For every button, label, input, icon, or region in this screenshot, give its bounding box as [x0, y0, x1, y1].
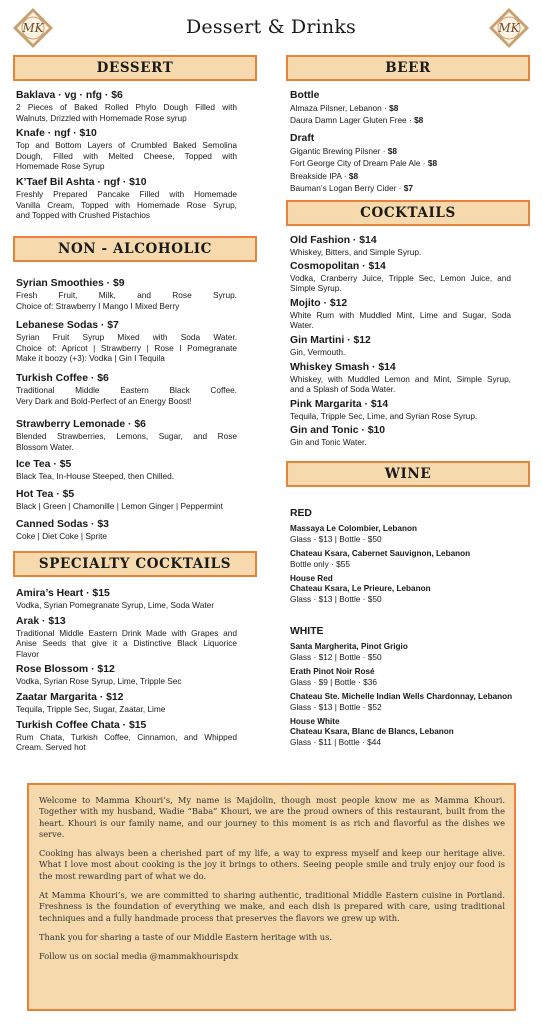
menu-item	[290, 334, 511, 358]
wine-price: Bottle only · $55	[290, 559, 350, 570]
beer-name: Daura Damn Lager Gluten Free ·	[290, 115, 415, 126]
menu-item-title: Turkish Coffee Chata · $15	[16, 719, 147, 731]
menu-item-title: Hot Tea · $5	[16, 488, 75, 500]
menu-item-description: Vodka, Cranberry Juice, Tripple Sec, Lemon Juice, and	[290, 272, 511, 283]
beer-name: Gigantic Brewing Pilsner ·	[290, 145, 388, 156]
beer-price: $8	[414, 115, 424, 126]
beer-group	[290, 132, 520, 195]
cocktails-list	[290, 234, 511, 448]
menu-item	[290, 297, 511, 331]
welcome-paragraph: Thank you for sharing a taste of our Middle Eastern heritage with us.	[39, 931, 333, 942]
specialty-cocktails-heading: SPECIALTY COCKTAILS	[13, 551, 257, 577]
welcome-paragraph: Welcome to Mamma Khouri’s, My name is Majdolin, though most people know me as Mamma Khouri. Together with my husband, Wadie “Baba” Khouri, we are the proud owners of this restaurant, built from the heart. Khouri is our family name, and our journey to this moment is as rich and flavorful as the dishes we serve.	[39, 795, 505, 839]
menu-item-description: Homemade Rose Syrup	[16, 161, 105, 172]
beer-name: Almaza Pilsner, Lebanon ·	[290, 103, 390, 113]
beer-price: $8	[348, 170, 359, 181]
menu-item-description: Top and Bottom Layers of Crumbled Baked Semolina	[16, 140, 237, 151]
menu-item-description: 2 Pieces of Baked Rolled Phylo Dough Filled with	[16, 102, 237, 112]
menu-item	[16, 615, 237, 660]
menu-item-title: Gin and Tonic · $10	[290, 425, 386, 437]
menu-item-description: Dough, Filled with Melted Cheese, Topped with	[16, 150, 237, 161]
menu-item	[290, 234, 511, 258]
menu-item-title: Ice Tea · $5	[16, 459, 72, 471]
menu-item	[16, 691, 237, 715]
wine-entry	[290, 717, 530, 748]
cocktails-heading: COCKTAILS	[286, 200, 530, 226]
menu-item-description: Tequila, Tripple Sec, Sugar, Zaatar, Lime	[16, 703, 166, 714]
menu-item	[16, 663, 237, 687]
menu-item	[16, 127, 237, 172]
beer-price: $7	[403, 183, 413, 194]
beer-line	[290, 102, 520, 114]
menu-item-description: Traditional Middle Eastern Black Coffee.	[16, 384, 237, 395]
wine-name: House Red	[290, 573, 333, 583]
welcome-paragraph: Follow us on social media @mammakhourispdx	[39, 951, 239, 962]
menu-item-description: Very Dark and Bold-Perfect of an Energy Boost!	[16, 395, 192, 406]
menu-item-title: Gin Martini · $12	[290, 334, 371, 346]
logo-initials: MK	[498, 21, 520, 35]
wine-price: Glass · $13 | Bottle · $52	[290, 702, 382, 713]
dessert-list	[16, 89, 237, 221]
menu-item-title: Turkish Coffee · $6	[16, 372, 109, 384]
menu-item-description: Blended Strawberries, Lemons, Sugar, and Rose	[16, 431, 237, 442]
menu-item	[16, 719, 237, 753]
wine-name: Chateau Ksara, Blanc de Blancs, Lebanon	[290, 726, 454, 736]
menu-item-title: Old Fashion · $14	[290, 235, 377, 246]
menu-item-title: Arak · $13	[16, 615, 66, 627]
logo-initials: MK	[22, 21, 44, 35]
menu-item	[16, 488, 237, 512]
menu-item-title: Canned Sodas · $3	[16, 518, 109, 530]
welcome-paragraph: Cooking has always been a cherished part of my life, a way to express myself and keep our heritage alive. What I love most about cooking is the joy it brings to others. Seeing people smile and truly enjoy our food is the most rewarding part of what we do.	[39, 848, 505, 881]
wine-entry	[290, 574, 530, 605]
menu-item	[290, 260, 511, 294]
wine-entry	[290, 549, 530, 570]
beer-group-title: Bottle	[290, 90, 320, 101]
menu-item-description: Make it boozy (+3): Vodka | Gin I Tequila	[16, 353, 165, 364]
wine-red-list	[290, 507, 530, 609]
menu-item-description: Rum Chata, Turkish Coffee, Cinnamon, and Whipped	[16, 731, 237, 742]
wine-entry	[290, 692, 530, 713]
menu-item	[16, 458, 237, 482]
menu-item	[290, 424, 511, 448]
wine-heading: WINE	[286, 461, 530, 487]
wine-entry	[290, 667, 530, 688]
menu-item-title: Cosmopolitan · $14	[290, 260, 386, 272]
menu-item	[290, 398, 511, 422]
menu-item-description: Cream. Served hot	[16, 742, 86, 753]
menu-item-description: Fresh Fruit, Milk, and Rose Syrup.	[16, 290, 237, 300]
menu-item	[16, 518, 237, 542]
menu-item	[16, 418, 237, 452]
wine-price: Glass · $9 | Bottle · $36	[290, 677, 378, 688]
menu-item-title: Zaatar Margarita · $12	[16, 691, 124, 703]
menu-item-title: Rose Blossom · $12	[16, 664, 115, 676]
menu-item-title: Strawberry Lemonade · $6	[16, 419, 146, 431]
menu-item-description: Black | Green | Chamonille | Lemon Ginger | Peppermint	[16, 500, 223, 511]
wine-name: Chateau Ste. Michelle Indian Wells Chardonnay, Lebanon	[290, 691, 513, 701]
wine-name: Chateau Ksara, Le Prieure, Lebanon	[290, 584, 431, 594]
beer-list	[290, 89, 520, 194]
menu-item-description: Vodka, Syrian Rose Syrup, Lime, Tripple Sec	[16, 676, 182, 687]
beer-price: $8	[387, 145, 397, 156]
menu-item-title: Lebanese Sodas · $7	[16, 320, 119, 332]
wine-white-label: WHITE	[290, 626, 324, 637]
welcome-message	[27, 783, 516, 1011]
non-alcoholic-list	[16, 277, 237, 541]
menu-item-description: Whiskey, Bitters, and Simple Syrup.	[290, 247, 422, 257]
wine-name: House White	[290, 716, 340, 726]
menu-item-description: Anise Seeds that give it a Distinctive Black Liquorice	[16, 638, 237, 649]
menu-item-title: Pink Margarita · $14	[290, 398, 389, 410]
beer-price: $8	[427, 158, 438, 169]
wine-price: Glass · $13 | Bottle · $50	[290, 594, 382, 605]
menu-item-description: White Rum with Muddled Mint, Lime and Sugar, Soda	[290, 309, 511, 320]
menu-item-title: Whiskey Smash · $14	[290, 361, 396, 373]
welcome-paragraph: At Mamma Khouri’s, we are committed to sharing authentic, traditional Middle Eastern cuisine in Portland. Freshness is the foundation of everything we make, and each dish is prepared with care, using traditional techniques and a fully handmade process that preserves the flavors we grew up with.	[39, 890, 505, 923]
menu-item-description: Blossom Water.	[16, 441, 74, 452]
menu-item-title: Mojito · $12	[290, 297, 348, 309]
menu-item-description: and Topped with Crushed Pistachios	[16, 210, 151, 221]
menu-item-description: and a Splash of Soda Water.	[290, 384, 396, 395]
menu-item	[16, 372, 237, 406]
menu-item-description: Choice of: Apricot | Strawberry | Rose I Pomegranate	[16, 342, 237, 353]
menu-item-description: Flavor	[16, 648, 40, 659]
menu-item	[16, 277, 237, 311]
menu-item	[290, 361, 511, 395]
menu-item-description: Walnuts, Drizzled with Homemade Rose syrup	[16, 112, 187, 123]
menu-item-title: Amira’s Heart · $15	[16, 588, 110, 599]
beer-line	[290, 145, 520, 157]
menu-item-title: Baklava · vg · nfg · $6	[16, 90, 123, 101]
menu-item	[16, 319, 237, 364]
menu-item-title: Syrian Smoothies · $9	[16, 278, 125, 289]
menu-item-description: Vanilla Cream, Topped with Homemade Rose Syrup,	[16, 199, 237, 210]
menu-item	[16, 587, 237, 611]
beer-name: Bauman’s Logan Berry Cider ·	[290, 183, 404, 194]
wine-name: Chateau Ksara, Cabernet Sauvignon, Lebanon	[290, 548, 471, 558]
wine-white-list	[290, 625, 530, 752]
beer-heading: BEER	[286, 55, 530, 81]
wine-name: Santa Margherita, Pinot Grigio	[290, 642, 408, 651]
beer-line	[290, 170, 520, 182]
menu-item-description: Tequila, Tripple Sec, Lime, and Syrian Rose Syrup.	[290, 410, 478, 421]
wine-entry	[290, 524, 530, 545]
beer-name: Fort George City of Dream Pale Ale ·	[290, 158, 428, 169]
dessert-heading: DESSERT	[13, 55, 257, 81]
wine-price: Glass · $13 | Bottle · $50	[290, 534, 382, 545]
menu-item-description: Water.	[290, 320, 314, 331]
menu-item-description: Freshly Prepared Pancake Filled with Homemade	[16, 188, 237, 199]
menu-item-description: Coke | Diet Coke | Sprite	[16, 530, 108, 541]
beer-line	[290, 157, 520, 169]
menu-item-description: Vodka, Syrian Pomegranate Syrup, Lime, Soda Water	[16, 600, 214, 610]
menu-item-description: Whiskey, with Muddled Lemon and Mint, Simple Syrup,	[290, 373, 511, 384]
beer-line	[290, 114, 520, 126]
non-alcoholic-heading: NON - ALCOHOLIC	[13, 236, 257, 262]
menu-item-title: K’Taef Bil Ashta · ngf · $10	[16, 176, 147, 188]
menu-item-title: Knafe · ngf · $10	[16, 128, 97, 140]
menu-item-description: Simple Syrup.	[290, 283, 342, 294]
menu-item	[16, 89, 237, 123]
menu-item-description: Choice of: Strawberry I Mango I Mixed Berry	[16, 300, 180, 311]
menu-item	[16, 176, 237, 221]
wine-name: Erath Pinot Noir Rosé	[290, 666, 375, 676]
beer-group	[290, 89, 520, 127]
beer-name: Breakside IPA ·	[290, 170, 349, 181]
beer-price: $8	[389, 103, 399, 113]
menu-item-description: Gin, Vermouth.	[290, 346, 346, 357]
wine-name: Massaya Le Colombier, Lebanon	[290, 524, 417, 533]
specialty-cocktails-list	[16, 587, 237, 753]
wine-price: Glass · $12 | Bottle · $50	[290, 652, 382, 663]
page-title: Dessert & Drinks	[185, 16, 357, 38]
menu-item-description: Gin and Tonic Water.	[290, 437, 367, 448]
wine-price: Glass · $11 | Bottle · $44	[290, 737, 382, 748]
wine-red-label: RED	[290, 508, 312, 519]
beer-group-title: Draft	[290, 132, 315, 144]
wine-entry	[290, 642, 530, 663]
menu-item-description: Syrian Fruit Syrup Mixed with Soda Water.	[16, 332, 237, 343]
beer-line	[290, 182, 520, 194]
menu-item-description: Traditional Middle Eastern Drink Made with Grapes and	[16, 627, 237, 638]
menu-item-description: Black Tea, In-House Steeped, then Chilled.	[16, 471, 175, 482]
